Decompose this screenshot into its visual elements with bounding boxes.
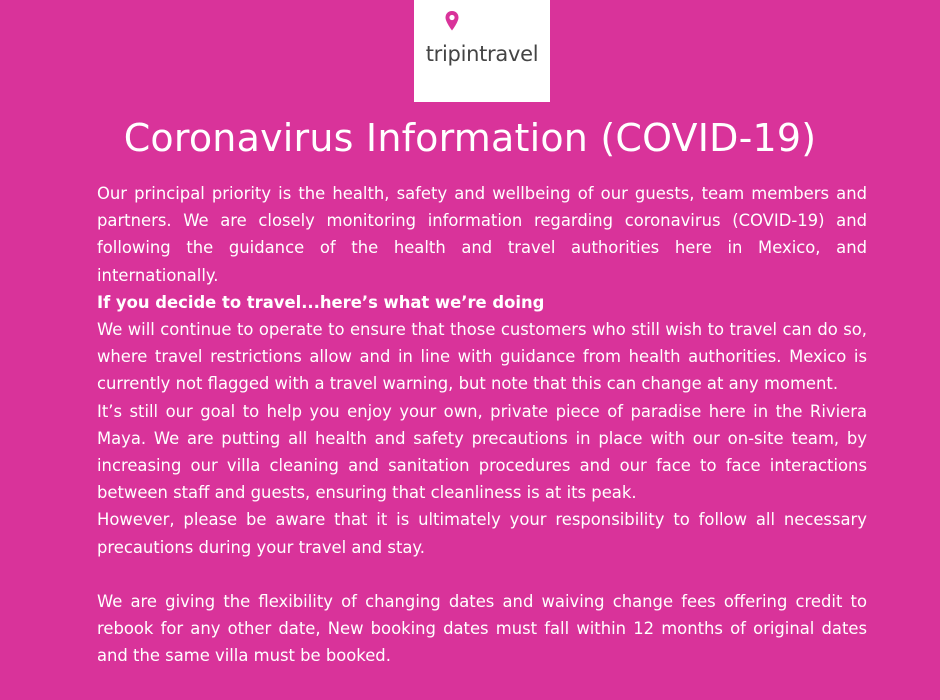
responsibility-paragraph: However, please be aware that it is ultimately your responsibility to follow all necessary precautions during your travel and stay. [97,510,867,557]
operate-paragraph: We will continue to operate to ensure that those customers who still wish to travel can do so, where travel restrictions allow and in line with guidance from health authorities. Mexico is currently not flagged with a travel warning, but note that this can change at any moment. [97,320,867,394]
goal-paragraph: It’s still our goal to help you enjoy your own, private piece of paradise here in the Riviera Maya. We are putting all health and safety precautions in place with our on-site team, by increasing our villa cleaning and sanitation procedures and our face to face interactions between staff and guests, ensuring that cleanliness is at its peak. [97,401,867,503]
page-title: Coronavirus Information (COVID-19) [123,116,817,160]
map-pin-icon [444,10,460,32]
subheading: If you decide to travel...here’s what we’re doing [97,292,545,312]
paragraph-spacer [97,561,867,588]
article-body [97,180,867,669]
logo [414,0,550,102]
intro-paragraph: Our principal priority is the health, safety and wellbeing of our guests, team members and partners. We are closely monitoring information regarding coronavirus (COVID-19) and following the guidance of the health and travel authorities here in Mexico, and internationally. [97,184,867,285]
logo-text: tripintravel [425,42,539,66]
flexibility-paragraph: We are giving the flexibility of changing dates and waiving change fees offering credit to rebook for any other date, New booking dates must fall within 12 months of original dates and the same villa must be booked. [97,591,867,666]
